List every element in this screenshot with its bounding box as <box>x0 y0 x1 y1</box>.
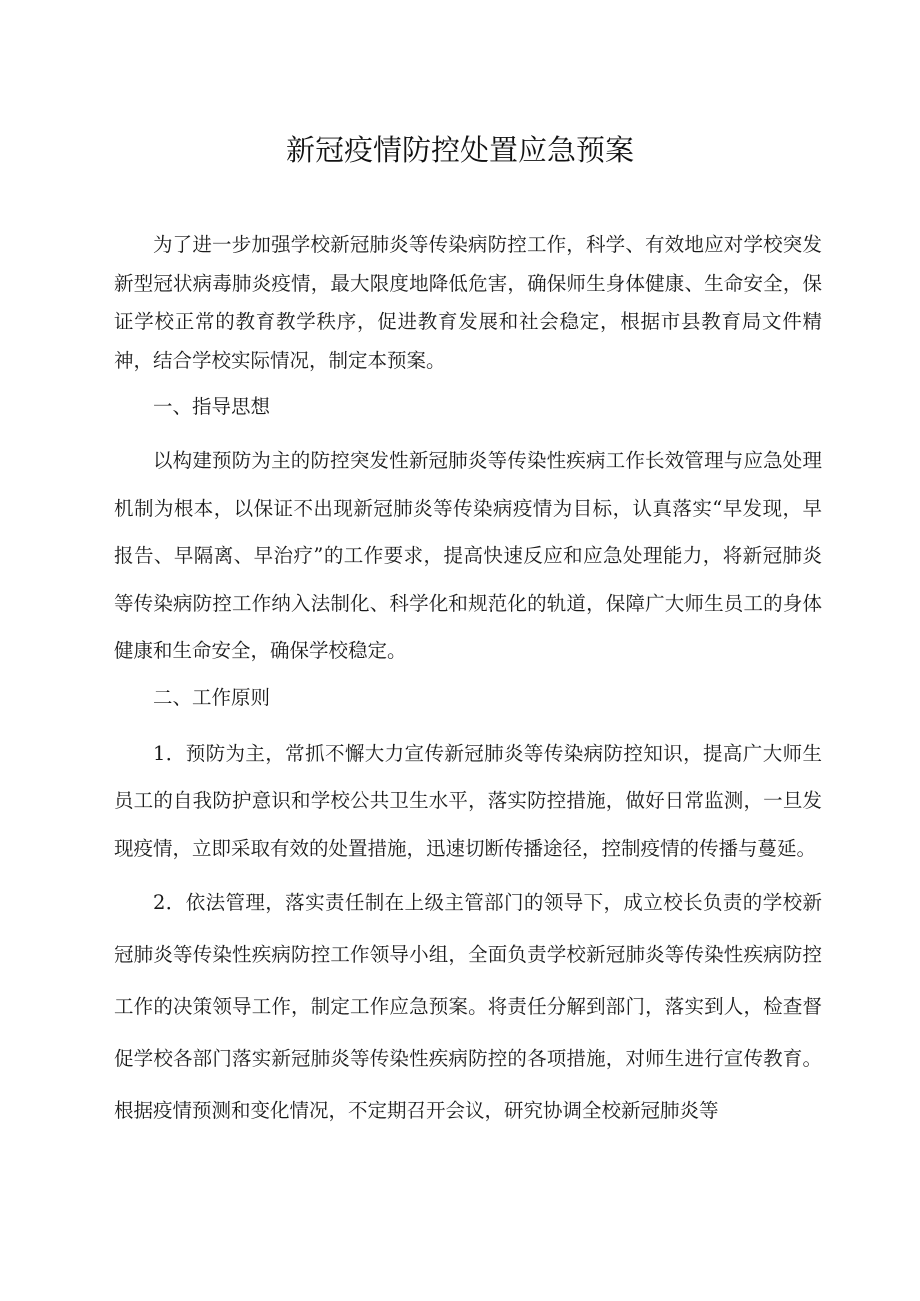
principle-1-paragraph: 1．预防为主，常抓不懈大力宣传新冠肺炎等传染病防控知识，提高广大师生员工的自我防护意识和学校公共卫生水平，落实防控措施，做好日常监测，一旦发现疫情，立即采取有效的处置措施，迅速切断传播途径，控制疫情的传播与蔓延。 <box>114 741 822 860</box>
principle-2-paragraph: 2．依法管理，落实责任制在上级主管部门的领导下，成立校长负责的学校新冠肺炎等传染性疾病防控工作领导小组，全面负责学校新冠肺炎等传染性疾病防控工作的决策领导工作，制定工作应急预案。将责任分解到部门，落实到人，检查督促学校各部门落实新冠肺炎等传染性疾病防控的各项措施，对师生进行宣传教育。根据疫情预测和变化情况，不定期召开会议，研究协调全校新冠肺炎等 <box>114 891 822 1122</box>
section-heading-guiding-ideology: 一、指导思想 <box>153 395 271 418</box>
document-body <box>114 226 822 1137</box>
document-title: 新冠疫情防控处置应急预案 <box>285 133 634 167</box>
intro-paragraph: 为了进一步加强学校新冠肺炎等传染病防控工作，科学、有效地应对学校突发新型冠状病毒肺炎疫情，最大限度地降低危害，确保师生身体健康、生命安全，保证学校正常的教育教学秩序，促进教育发展和社会稳定，根据市县教育局文件精神，结合学校实际情况，制定本预案。 <box>114 233 822 372</box>
section-heading-working-principles: 二、工作原则 <box>153 685 271 709</box>
guiding-ideology-paragraph: 以构建预防为主的防控突发性新冠肺炎等传染性疾病工作长效管理与应急处理机制为根本，以保证不出现新冠肺炎等传染病疫情为目标，认真落实“早发现，早报告、早隔离、早治疗”的工作要求，提高快速反应和应急处理能力，将新冠肺炎等传染病防控工作纳入法制化、科学化和规范化的轨道，保障广大师生员工的身体健康和生命安全，确保学校稳定。 <box>114 449 822 662</box>
